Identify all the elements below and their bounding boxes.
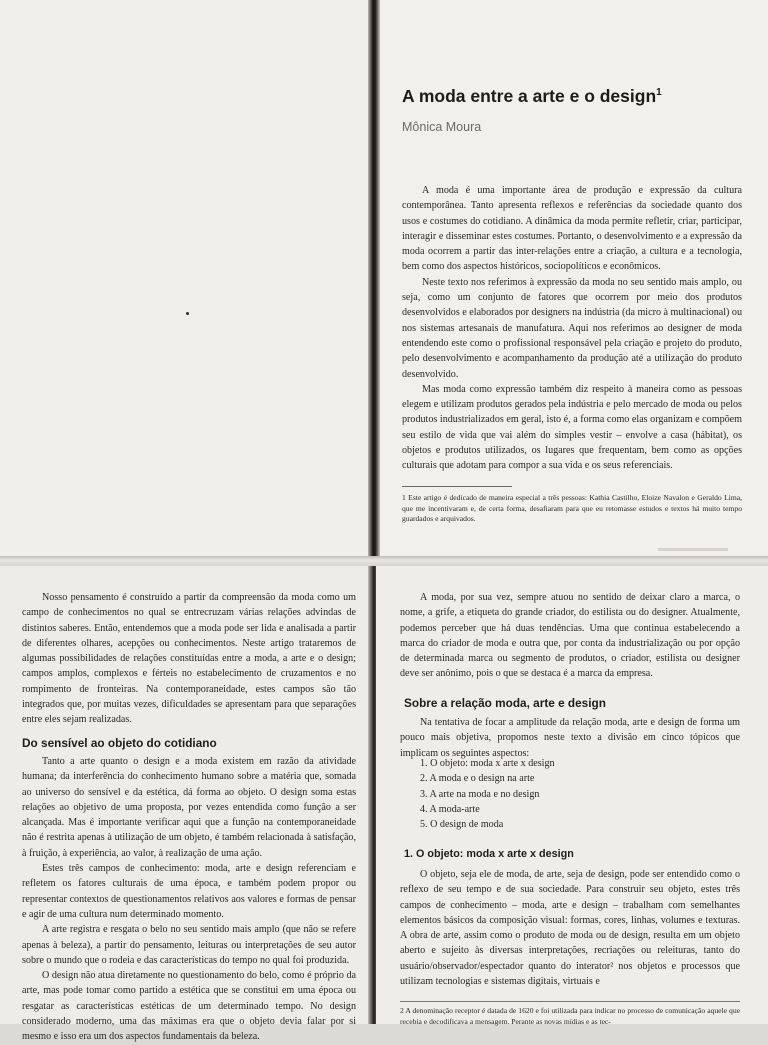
section-body — [22, 754, 356, 1045]
paragraph: O design não atua diretamente no questionamento do belo, como é próprio da arte, mas pode tomar como partido a estética que se constitui em uma época ou resgatar as características estéticas de um determinado tempo. No design considerado moderno, uma das máximas era que o objeto devia falar por si mesmo e isso era um dos aspectos fundamentais da beleza. — [22, 970, 356, 1043]
article-title — [402, 86, 662, 107]
footnote-text: 1 Este artigo é dedicado de maneira especial a três pessoas: Kathia Castilho, Eloize Navalon e Geraldo Lima, que me incentivaram e, de certa forma, desafiaram para que eu retomasse estudos e textos há muito tempo guardados e arquivados. — [402, 493, 742, 524]
paragraph: A moda, por sua vez, sempre atuou no sentido de deixar claro a marca, o nome, a grife, a etiqueta do grande criador, do estilista ou do designer. Atualmente, podemos perceber que há duas tendências. Uma que continua estabelecendo a marca do criador de moda e outra que, por conta da industrialização ou por opção de determinada marca ou segmento de produtos, o criador, estilista ou designer deve ser anônimo, pois o que se destaca é a marca da empresa. — [400, 592, 740, 680]
list-item: 5. O design de moda — [420, 819, 504, 831]
paragraph: A moda é uma importante área de produção e expressão da cultura contemporânea. Tanto apresenta reflexos e referências da sociedade quanto dos usos e costumes do cotidiano. A dinâmica da moda permite refletir, criar, participar, interagir e disseminar estes costumes. Portanto, o desenvolvimento e a expressão da moda ocorrem a partir das inter-relações entre a criação, a cultura e a tecnologia, bem como dos aspectos históricos, sociopolíticos e econômicos. — [402, 185, 742, 273]
paragraph: Na tentativa de focar a amplitude da relação moda, arte e design de forma um pouco mais objetiva, propomos neste texto a divisão em cinco tópicos que implicam os seguintes aspectos: — [400, 717, 740, 759]
list-item: 1. O objeto: moda x arte x design — [420, 758, 555, 769]
footnote-2 — [400, 1006, 740, 1027]
author-name: Mônica Moura — [402, 120, 482, 134]
paragraph: Estes três campos de conhecimento: moda, arte e design referenciam e refletem os fatores culturais de uma época, e também podem propor ou representar contextos de questionamentos relativos aos valores e formas de pensar e agir de uma cultura num determinado momento. — [22, 863, 356, 920]
paragraph: Mas moda como expressão também diz respeito à maneira como as pessoas elegem e utilizam produtos gerados pela indústria e pelo mercado de moda ou pelos produtos industrializados em geral, isto é, a forma como elas organizam e compõem seu estilo de vida que vai além do simples vestir – envolve a casa (hábitat), os objetos e produtos utilizados, os lugares que frequentam, bem como as opções culturais que adotam para compor a sua vida e os seus referenciais. — [402, 383, 742, 472]
list-item: 3. A arte na moda e no design — [420, 788, 540, 800]
footnote-divider — [402, 486, 512, 487]
article-title-text: A moda entre a arte e o design — [402, 86, 657, 106]
paragraph: Nosso pensamento é construído a partir da compreensão da moda como um campo de conhecimentos no qual se entrecruzam várias relações advindas de distintos saberes. Então, entendemos que a moda pode ser lida e analisada a partir de diferentes olhares, acepções ou conhecimentos. Neste artigo trataremos de algumas possibilidades de relações constituídas entre a moda, a arte e o design; campos amplos, complexos e férteis no estabelecimento de cruzamentos e no rompimento de fronteiras. Na contemporaneidade, estes campos são tão integrados que, por muitas vezes, dificuldades se apresentam para que separações entre eles sejam realizadas. — [22, 592, 356, 726]
section-intro-body — [22, 590, 356, 728]
paragraph: Neste texto nos referimos à expressão da moda no seu sentido mais amplo, ou seja, como um conjunto de fatores que ocorrem por meio dos produtos desenvolvidos e elaborados por designers na indústria (da micro à multinacional) ou nos sistemas artesanais de manufatura. Aqui nos referimos ao designer de moda entendendo este como o profissional responsável pela criação e projeto do produto, pelo desenvolvimento e acompanhamento da produção até a utilização do produto desenvolvido. — [402, 276, 743, 380]
opening-body — [400, 590, 740, 682]
footnote-text: 2 A denominação receptor é datada de 1620 e foi utilizada para indicar no processo de comunicação aquele que recebia e decodificava a mensagem. Perante as novas mídias e as tec- — [400, 1006, 740, 1026]
page-top-right — [376, 0, 768, 556]
intro-body — [402, 183, 742, 474]
topic-list — [420, 756, 555, 832]
section-heading: Sobre a relação moda, arte e design — [404, 696, 606, 710]
page-bottom-left — [0, 566, 372, 1043]
paragraph: O objeto, seja ele de moda, de arte, seja de design, pode ser entendido como o reflexo de seu tempo e de sua sociedade. Para construir seu objeto, estes três campos de conhecimento – moda, arte e design – trabalham com semelhantes elementos básicos da composição visual: formas, cores, linhas, volumes e texturas. A obra de arte, assim como o produto de moda ou de design, resulta em um objeto aberto e sujeito às diversas interpretações, recriações ou releituras, tanto do usuário/observador/espectador quanto do interator² nos objetos e processos que utilizam tecnologias e sistemas digitais, virtuais e — [400, 869, 740, 988]
list-item: 4. A moda-arte — [420, 803, 480, 815]
section-intro — [400, 715, 740, 761]
section-heading: Do sensível ao objeto do cotidiano — [22, 736, 217, 750]
footnote-divider — [400, 1001, 740, 1002]
paragraph: Tanto a arte quanto o design e a moda existem em razão da atividade humana; da interferência do conhecimento humano sobre a matéria que, somada ao universo do sensível e da estética, dá forma ao objeto. O design soma estas relações ao objetivo de uma proposta, por vezes entendida como função a ser alcançada. Mas é importante verificar aqui que a função na contemporaneidade não é restrita apenas à utilização de um objeto, é também relacionada à satisfação, à fruição, à experiência, ao valor, à realização de uma ação. — [22, 756, 356, 859]
paragraph: A arte registra e resgata o belo no seu sentido mais amplo (que não se refere apenas à beleza), a partir do pensamento, leituras ou interpretações de seu autor sobre o mundo que o rodeia e das características do tempo no qual foi produzida. — [22, 924, 356, 966]
page-edge-strip — [658, 548, 728, 551]
subsection-body — [400, 867, 740, 989]
page-bottom-right — [376, 566, 768, 1024]
scan-gap — [0, 556, 768, 566]
book-spine-shadow — [368, 0, 380, 556]
title-footnote-marker: 1 — [656, 87, 662, 99]
footnote-1 — [402, 493, 742, 525]
list-item: 2. A moda e o design na arte — [420, 773, 535, 785]
ink-speck — [186, 312, 189, 315]
subsection-heading: 1. O objeto: moda x arte x design — [404, 848, 574, 860]
blank-page-top-left — [0, 0, 372, 556]
